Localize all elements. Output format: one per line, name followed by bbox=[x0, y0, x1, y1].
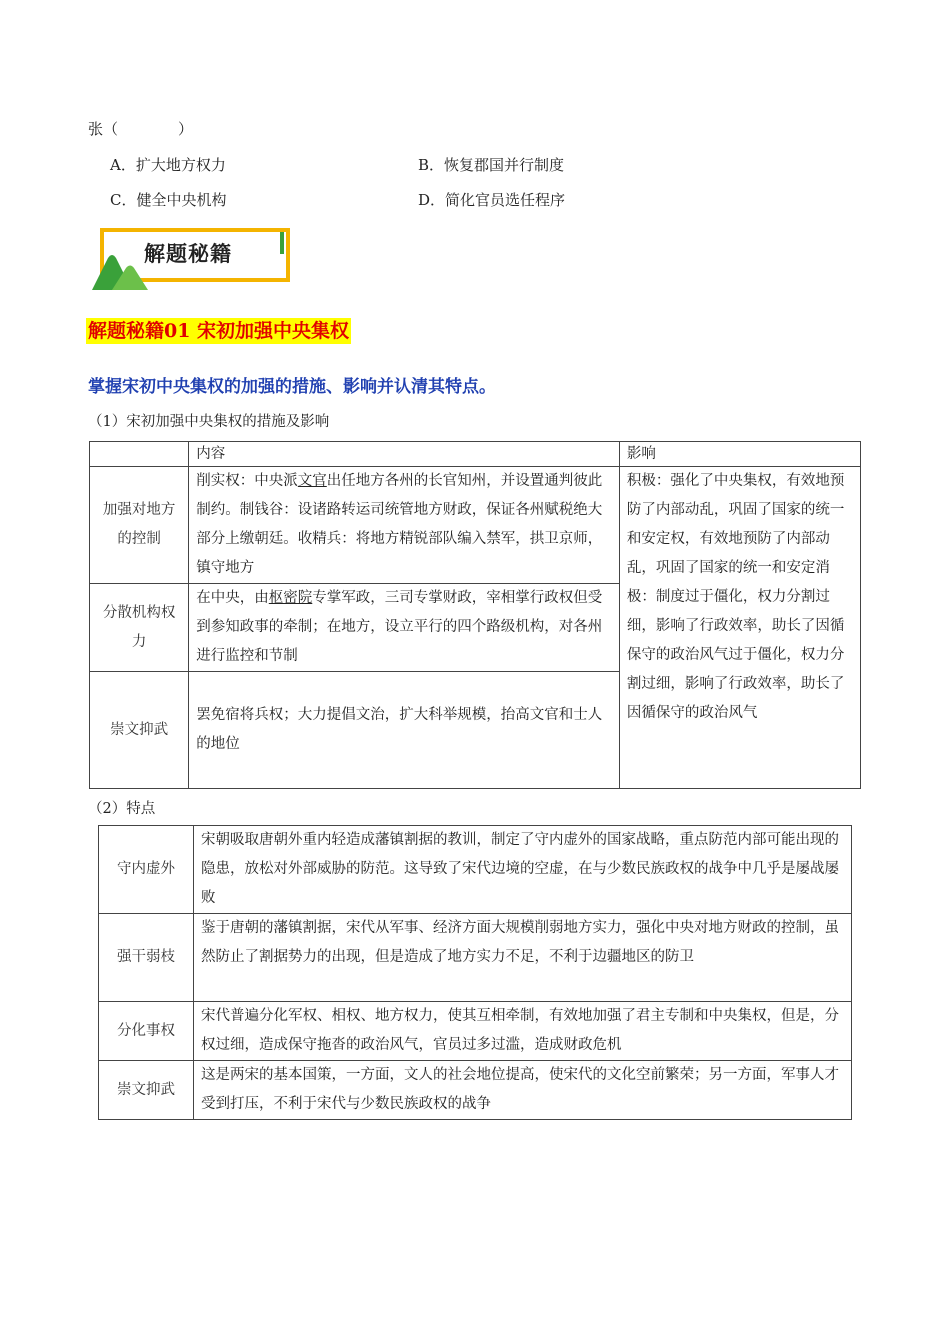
row-content bbox=[189, 584, 620, 672]
content-text: 削实权：中央派 bbox=[196, 473, 298, 489]
section-title: 解题秘籍01 宋初加强中央集权 bbox=[88, 320, 350, 342]
table-row bbox=[99, 1002, 852, 1061]
mountain-icon bbox=[92, 244, 152, 290]
content-text: 罢免宿将兵权；大力提倡文治，扩大科举规模，抬高文官和士人的地位 bbox=[196, 707, 603, 752]
part1-label: （1）宋初加强中央集权的措施及影响 bbox=[88, 414, 330, 430]
option-c: C．健全中央机构 bbox=[110, 191, 227, 209]
section-subtitle: 掌握宋初中央集权的加强的措施、影响并认清其特点。 bbox=[88, 377, 496, 397]
option-d: D．简化官员选任程序 bbox=[418, 191, 566, 209]
table-row bbox=[99, 826, 852, 914]
features-table bbox=[98, 825, 852, 1120]
row-label: 崇文抑武 bbox=[99, 1061, 194, 1120]
measures-table bbox=[89, 441, 861, 789]
table-row bbox=[90, 467, 861, 584]
option-b: B．恢复郡国并行制度 bbox=[418, 156, 565, 174]
row-content: 这是两宋的基本国策，一方面，文人的社会地位提高，使宋代的文化空前繁荣；另一方面，军事人才受到打压，不利于宋代与少数民族政权的战争 bbox=[194, 1061, 852, 1120]
row-label: 分化事权 bbox=[99, 1002, 194, 1061]
banner-label: 解题秘籍 bbox=[144, 242, 232, 266]
banner-accent-bar bbox=[280, 232, 284, 254]
question-stem-tail: 张（ ） bbox=[88, 120, 194, 138]
row-content bbox=[189, 467, 620, 584]
content-text: 出任地方各州的长官知州，并设置通判彼此制约。制钱谷：设诸路转运司统管地方财政，保证各州赋税绝大部分上缴朝廷。收精兵：将地方精锐部队编入禁军，拱卫京师，镇守地方 bbox=[196, 473, 603, 576]
row-content: 鉴于唐朝的藩镇割据，宋代从军事、经济方面大规模削弱地方实力，强化中央对地方财政的控制，虽然防止了割据势力的出现，但是造成了地方实力不足，不利于边疆地区的防卫 bbox=[194, 914, 852, 1002]
row-content bbox=[189, 672, 620, 789]
underlined-term: 文官 bbox=[297, 473, 327, 489]
table-header-row bbox=[90, 442, 861, 467]
row-label: 崇文抑武 bbox=[90, 672, 189, 789]
table-row bbox=[99, 1061, 852, 1120]
header-blank bbox=[90, 442, 189, 467]
option-a: A．扩大地方权力 bbox=[110, 156, 226, 174]
table-row bbox=[99, 914, 852, 1002]
tips-banner bbox=[92, 226, 296, 288]
row-content: 宋代普遍分化军权、相权、地方权力，使其互相牵制，有效地加强了君主专制和中央集权，但是，分权过细，造成保守拖沓的政治风气，官员过多过滥，造成财政危机 bbox=[194, 1002, 852, 1061]
header-content: 内容 bbox=[189, 442, 620, 467]
content-text: 专掌军政，三司专掌财政，宰相掌行政权但受到参知政事的牵制；在地方，设立平行的四个路级机构，对各州进行监控和节制 bbox=[196, 590, 603, 664]
content-text: 在中央，由 bbox=[196, 590, 269, 606]
row-label: 守内虚外 bbox=[99, 826, 194, 914]
row-content: 宋朝吸取唐朝外重内轻造成藩镇割据的教训，制定了守内虚外的国家战略，重点防范内部可能出现的隐患，放松对外部威胁的防范。这导致了宋代边境的空虚，在与少数民族政权的战争中几乎是屡战屡败 bbox=[194, 826, 852, 914]
row-label: 分散机构权力 bbox=[90, 584, 189, 672]
row-label: 加强对地方的控制 bbox=[90, 467, 189, 584]
impact-cell: 积极：强化了中央集权，有效地预防了内部动乱，巩固了国家的统一和安定权，有效地预防了内部动乱，巩固了国家的统一和安定消极：制度过于僵化，权力分割过细，影响了行政效率，助长了因循保守的政治风气过于僵化，权力分割过细，影响了行政效率，助长了因循保守的政治风气 bbox=[619, 467, 860, 789]
part2-label: （2）特点 bbox=[88, 801, 156, 817]
underlined-term: 枢密院 bbox=[268, 590, 313, 606]
header-impact: 影响 bbox=[619, 442, 860, 467]
row-label: 强干弱枝 bbox=[99, 914, 194, 1002]
